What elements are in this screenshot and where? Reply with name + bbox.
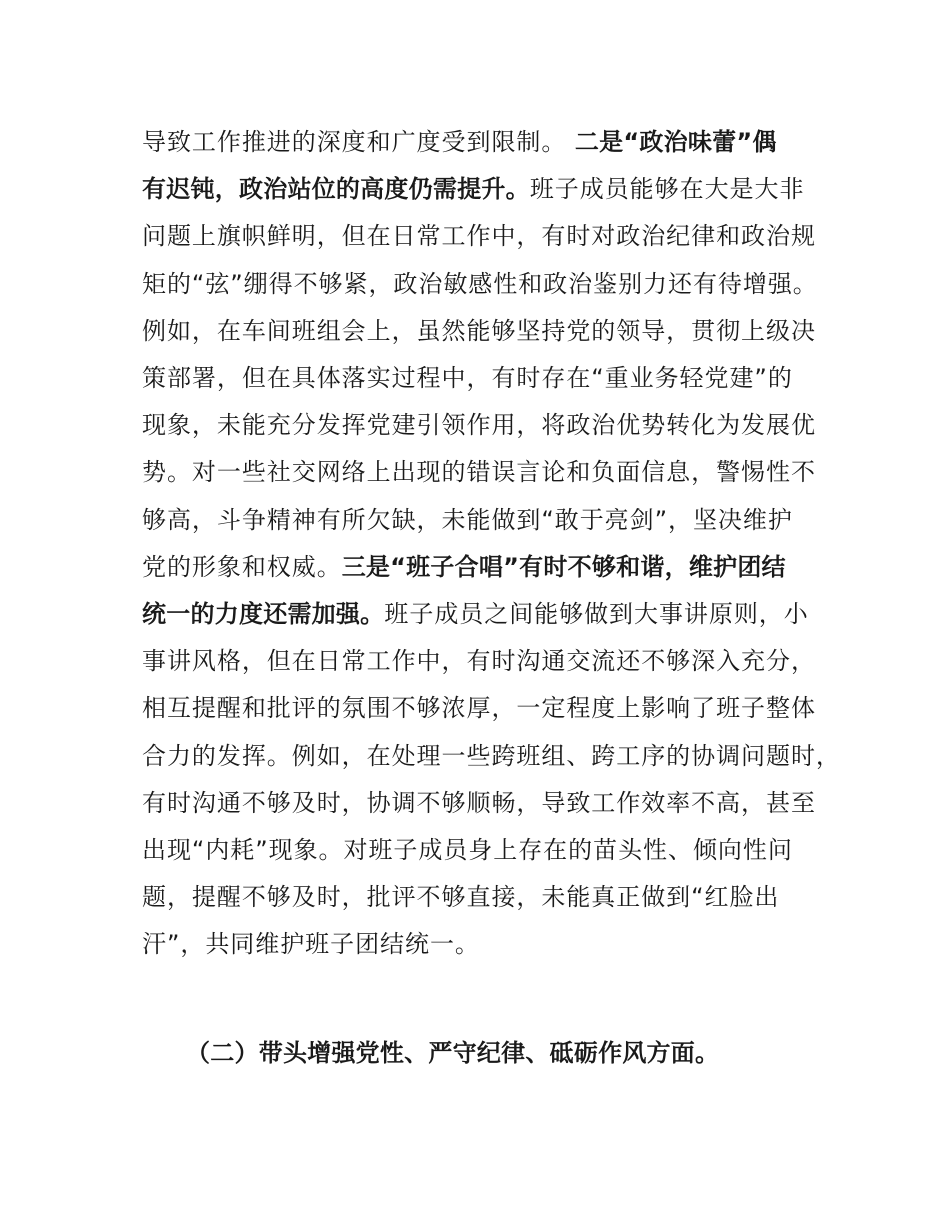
- text-segment: 事讲风格，但在日常工作中，有时沟通交流还不够深入充分，: [142, 647, 816, 676]
- text-segment: 题，提醒不够及时，批评不够直接，未能真正做到“红脸出: [142, 883, 780, 912]
- text-line: [142, 122, 822, 162]
- text-line: [142, 547, 822, 587]
- text-segment: 矩的“弦”绷得不够紧，政治敏感性和政治鉴别力还有待增强。: [142, 269, 818, 298]
- text-segment: 班子成员能够在大是大非: [529, 175, 805, 204]
- bold-text-segment: 二是“政治味蕾”偶: [574, 128, 777, 156]
- text-segment: 策部署，但在具体落实过程中，有时存在“重业务轻党建”的: [142, 364, 793, 392]
- text-segment: 汗”，共同维护班子团结统一。: [142, 930, 480, 959]
- text-segment: 导致工作推进的深度和广度受到限制。: [142, 128, 575, 156]
- text-line: [142, 358, 822, 398]
- text-segment: 势。对一些社交网络上出现的错误言论和负面信息，警惕性不: [142, 458, 816, 487]
- text-segment: 合力的发挥。例如，在处理一些跨班组、跨工序的协调问题时，: [142, 741, 841, 770]
- text-segment: 例如，在车间班组会上，虽然能够坚持党的领导，贯彻上级决: [142, 316, 816, 345]
- text-segment: 班子成员之间能够做到大事讲原则，小: [384, 600, 809, 628]
- text-line: [142, 216, 822, 256]
- text-segment: 有时沟通不够及时，协调不够顺畅，导致工作效率不高，甚至: [142, 788, 816, 817]
- text-line: [142, 641, 822, 681]
- text-line: [142, 264, 822, 304]
- text-line: [142, 924, 822, 964]
- bold-text-segment: 有迟钝，政治站位的高度仍需提升。: [142, 175, 530, 204]
- text-line: [142, 500, 822, 540]
- text-segment: 问题上旗帜鲜明，但在日常工作中，有时对政治纪律和政治规: [142, 222, 816, 251]
- text-line: [142, 830, 822, 870]
- text-line: [142, 311, 822, 351]
- text-line: [142, 783, 822, 823]
- text-segment: 够高，斗争精神有所欠缺，未能做到“敢于亮剑”，坚决维护: [142, 505, 793, 534]
- text-line: [142, 594, 822, 634]
- bold-text-segment: 统一的力度还需加强。: [142, 600, 385, 628]
- text-line: [142, 169, 822, 209]
- text-line: [142, 877, 822, 917]
- text-segment: 相互提醒和批评的氛围不够浓厚，一定程度上影响了班子整体: [142, 694, 816, 723]
- section-heading: （二）带头增强党性、严守纪律、砥砺作风方面。: [186, 1039, 720, 1067]
- text-line: [142, 405, 822, 445]
- text-segment: 党的形象和权威。: [142, 552, 342, 581]
- bold-text-segment: 三是“班子合唱”有时不够和谐，维护团结: [341, 552, 786, 581]
- text-line: [142, 452, 822, 492]
- text-line: [142, 736, 841, 776]
- text-segment: 出现“内耗”现象。对班子成员身上存在的苗头性、倾向性问: [142, 836, 793, 864]
- text-line: [142, 688, 822, 728]
- text-segment: 现象，未能充分发挥党建引领作用，将政治优势转化为发展优: [142, 411, 816, 440]
